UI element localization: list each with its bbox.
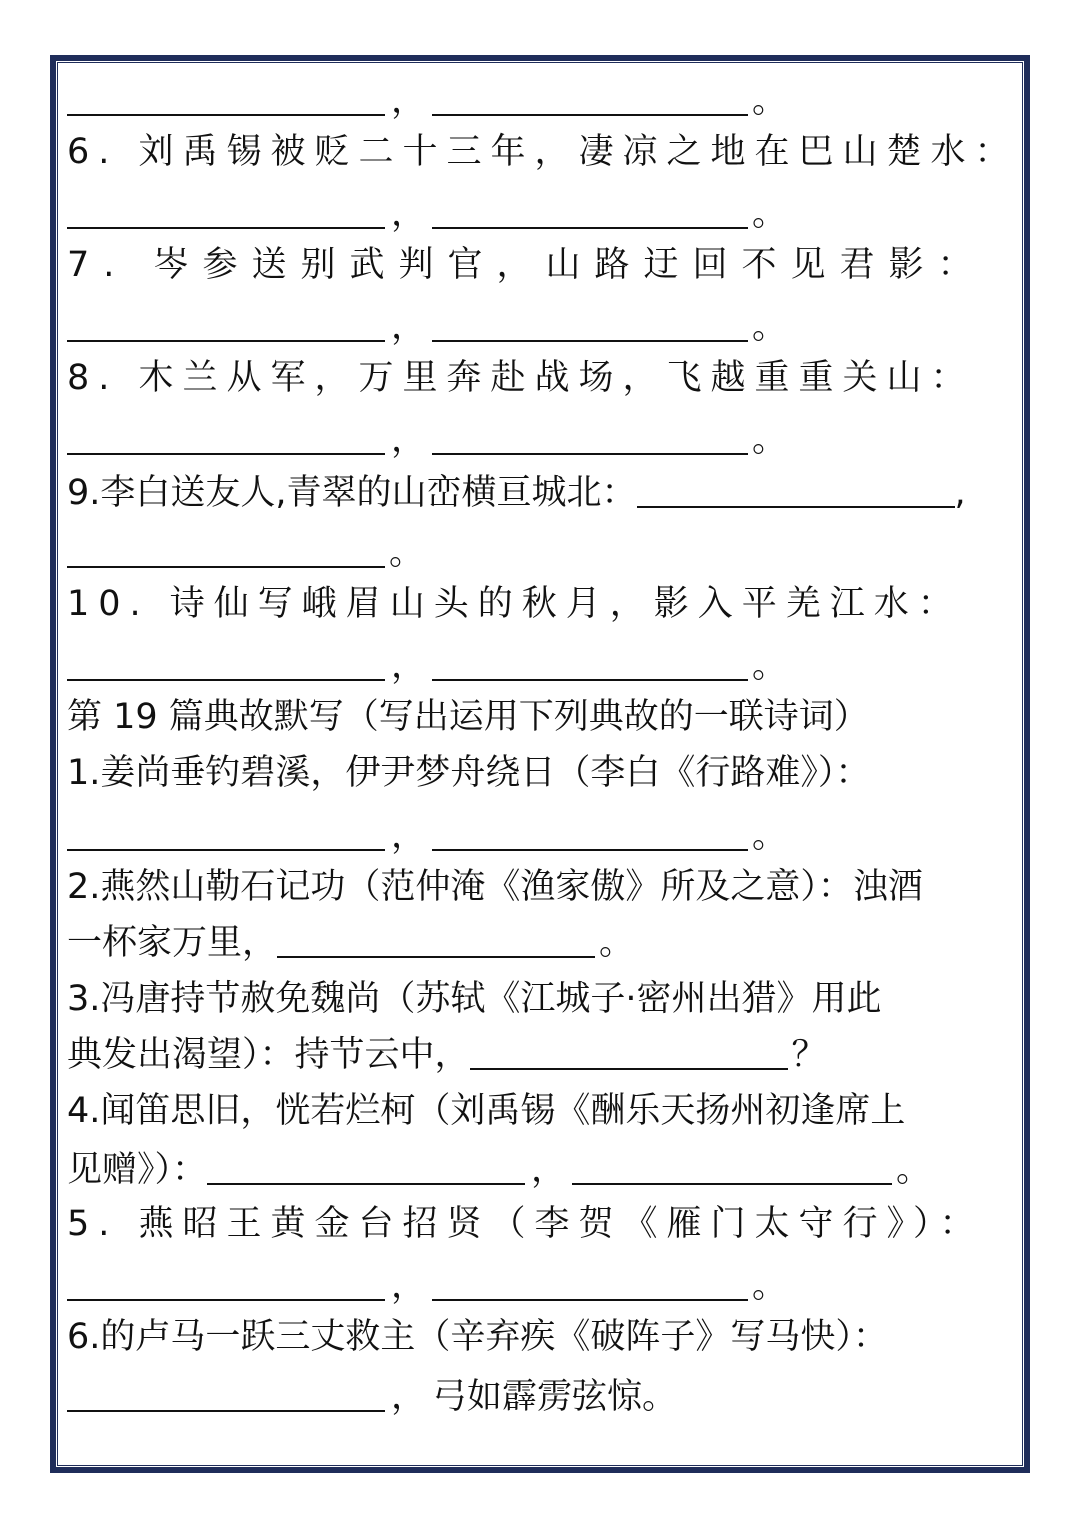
s19-question-3-prompt-cont: 典发出渴望）：持节云中， bbox=[67, 1035, 470, 1075]
comma: , bbox=[954, 473, 966, 513]
period: 。 bbox=[752, 307, 788, 347]
s19-question-4-prompt-cont: 见赠》）： bbox=[67, 1150, 208, 1190]
s19-question-2-line-2 bbox=[67, 915, 1017, 971]
question-10-prompt: 10. 诗仙写峨眉山头的秋月，影入平羌江水： bbox=[67, 584, 962, 624]
period: 。 bbox=[752, 81, 788, 121]
s19-question-4-prompt: 4.闻笛思旧，恍若烂柯（刘禹锡《酬乐天扬州初逢席上 bbox=[67, 1091, 906, 1131]
blank[interactable] bbox=[67, 453, 385, 455]
comma: ， bbox=[391, 307, 427, 347]
comma: ， bbox=[391, 81, 427, 121]
blank[interactable] bbox=[67, 849, 385, 851]
question-mark: ？ bbox=[791, 1035, 827, 1075]
s19-question-5-prompt: 5. 燕昭王黄金台招贤（李贺《雁门太守行》）： bbox=[67, 1204, 984, 1244]
s19-question-6-answer-tail: 弓如霹雳弦惊。 bbox=[432, 1377, 678, 1417]
blank[interactable] bbox=[67, 340, 385, 342]
period: 。 bbox=[752, 816, 788, 856]
period: 。 bbox=[896, 1150, 932, 1190]
blank[interactable] bbox=[432, 1299, 748, 1301]
blank[interactable] bbox=[67, 227, 385, 229]
comma: ， bbox=[391, 194, 427, 234]
blank[interactable] bbox=[67, 114, 385, 116]
comma: ， bbox=[391, 1377, 427, 1417]
blank[interactable] bbox=[67, 566, 385, 568]
period: 。 bbox=[599, 923, 635, 963]
answer-line-s19-q5 bbox=[67, 1258, 1017, 1314]
answer-line-q9 bbox=[67, 525, 1017, 581]
blank[interactable] bbox=[432, 227, 748, 229]
blank[interactable] bbox=[432, 679, 748, 681]
s19-question-3-line-2 bbox=[67, 1027, 1017, 1083]
comma: ， bbox=[391, 816, 427, 856]
s19-question-6-prompt: 6.的卢马一跃三丈救主（辛弃疾《破阵子》写马快）： bbox=[67, 1317, 888, 1357]
answer-line-q7 bbox=[67, 299, 1017, 355]
answer-line-q8 bbox=[67, 412, 1017, 468]
section-19-heading: 第 19 篇典故默写（写出运用下列典故的一联诗词） bbox=[67, 697, 869, 737]
question-8-prompt: 8. 木兰从军，万里奔赴战场，飞越重重关山： bbox=[67, 358, 975, 398]
blank[interactable] bbox=[470, 1068, 788, 1070]
comma: ， bbox=[391, 1266, 427, 1306]
question-9-line bbox=[67, 465, 1017, 521]
s19-question-4-line-2 bbox=[67, 1142, 1017, 1198]
question-6-prompt: 6. 刘禹锡被贬二十三年，凄凉之地在巴山楚水： bbox=[67, 132, 1019, 172]
blank[interactable] bbox=[432, 340, 748, 342]
blank[interactable] bbox=[207, 1183, 525, 1185]
blank[interactable] bbox=[67, 1410, 385, 1412]
period: 。 bbox=[752, 1266, 788, 1306]
comma: ， bbox=[391, 646, 427, 686]
blank[interactable] bbox=[432, 453, 748, 455]
s19-question-2-prompt: 2.燕然山勒石记功（范仲淹《渔家傲》所及之意）：浊酒 bbox=[67, 867, 923, 907]
blank[interactable] bbox=[67, 679, 385, 681]
answer-line-prev bbox=[67, 73, 1017, 129]
blank[interactable] bbox=[432, 114, 748, 116]
answer-line-s19-q1 bbox=[67, 808, 1017, 864]
blank[interactable] bbox=[432, 849, 748, 851]
answer-line-q10 bbox=[67, 638, 1017, 694]
question-9-prompt: 9.李白送友人,青翠的山峦横亘城北： bbox=[67, 473, 637, 513]
answer-line-q6 bbox=[67, 186, 1017, 242]
answer-line-s19-q6 bbox=[67, 1369, 1017, 1425]
s19-question-2-prompt-cont: 一杯家万里， bbox=[67, 923, 278, 963]
s19-question-3-prompt: 3.冯唐持节赦免魏尚（苏轼《江城子·密州出猎》用此 bbox=[67, 979, 882, 1019]
comma: ， bbox=[531, 1150, 567, 1190]
period: 。 bbox=[752, 194, 788, 234]
blank[interactable] bbox=[277, 956, 595, 958]
comma: ， bbox=[391, 420, 427, 460]
question-7-prompt: 7. 岑参送别武判官，山路迂回不见君影： bbox=[67, 245, 987, 285]
s19-question-1-prompt: 1.姜尚垂钓碧溪，伊尹梦舟绕日（李白《行路难》）： bbox=[67, 753, 871, 793]
period: 。 bbox=[389, 533, 425, 573]
blank[interactable] bbox=[637, 506, 955, 508]
blank[interactable] bbox=[572, 1183, 892, 1185]
period: 。 bbox=[752, 420, 788, 460]
period: 。 bbox=[752, 646, 788, 686]
blank[interactable] bbox=[67, 1299, 385, 1301]
